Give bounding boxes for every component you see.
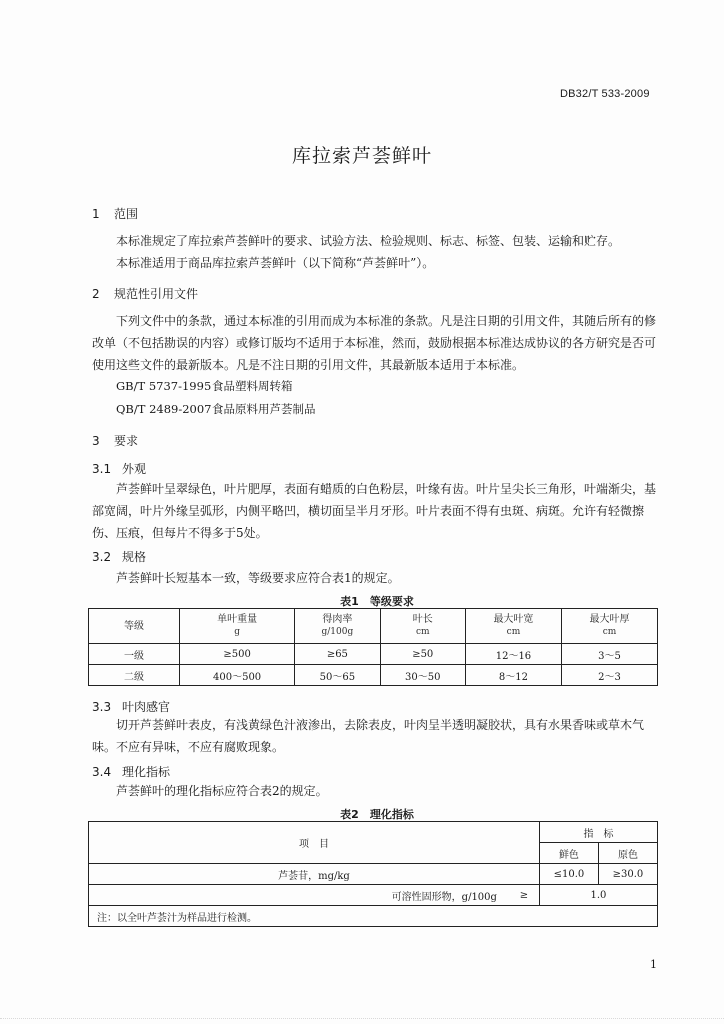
section-1-paragraph-1: 本标准规定了库拉索芦荟鲜叶的要求、试验方法、检验规则、标志、标签、包装、运输和贮存。 [116,234,621,248]
header-cell: 得肉率 g/100g [295,609,380,644]
page-number: 1 [650,958,657,971]
table-2 [88,821,658,927]
section-3-2-heading [92,548,146,565]
section-1-paragraph-2: 本标准适用于商品库拉索芦荟鲜叶（以下简称“芦荟鲜叶”）。 [116,256,435,270]
table-row [89,864,658,885]
reference-item [116,378,293,394]
header-cell: 原色 [598,843,657,864]
reference-code: GB/T 5737-1995 [116,379,212,393]
section-title: 理化指标 [122,765,171,779]
table-cell: ≥30.0 [598,864,657,885]
table-note-row [89,906,658,927]
document-code: DB32/T 533-2009 [560,88,650,100]
table-cell: 芦荟苷，mg/kg [89,864,540,885]
section-number: 1 [92,207,100,221]
reference-item [116,401,316,417]
section-number: 2 [92,287,100,301]
header-cell: 最大叶厚 cm [561,609,657,644]
table-cell: 8～12 [465,665,561,686]
section-3-3-heading [92,698,170,715]
section-number: 3.4 [92,765,112,779]
document-title: 库拉索芦荟鲜叶 [291,145,432,167]
reference-code: QB/T 2489-2007 [116,402,212,416]
table-cell: 400～500 [180,665,295,686]
table-cell: ≥ [509,885,540,906]
header-cell: 叶长 cm [380,609,465,644]
section-2-heading [92,285,198,302]
section-title: 范围 [114,207,139,221]
section-title: 叶肉感官 [122,700,171,714]
section-3-1-paragraph: 芦荟鲜叶呈翠绿色，叶片肥厚，表面有蜡质的白色粉层，叶缘有齿。叶片呈尖长三角形，叶端渐尖，基部宽阔，叶片外缘呈弧形，内侧平略凹，横切面呈半月牙形。叶片表面不得有虫斑、病斑。允许有轻微擦伤、压痕，但每片不得多于5处。 [92,482,657,540]
table-cell: ≤10.0 [539,864,598,885]
section-title: 规范性引用文件 [114,287,199,301]
table-cell: 30～50 [380,665,465,686]
table-row [89,885,658,906]
section-title: 规格 [122,550,147,564]
table-cell: 可溶性固形物，g/100g [89,885,509,906]
table-header-row [89,822,658,843]
table-note: 注：以全叶芦荟汁为样品进行检测。 [89,906,658,927]
section-3-4-heading [92,763,170,780]
section-3-2-paragraph: 芦荟鲜叶长短基本一致，等级要求应符合表1的规定。 [116,571,400,585]
table-cell: 一级 [89,644,180,665]
table-cell: 二级 [89,665,180,686]
section-3-4-paragraph: 芦荟鲜叶的理化指标应符合表2的规定。 [116,784,328,798]
table-cell: 12～16 [465,644,561,665]
table-cell: ≥500 [180,644,295,665]
table-1 [88,608,658,686]
table-row [89,665,658,686]
reference-name: 食品塑料周转箱 [212,379,293,393]
table-2-caption: 表2 理化指标 [340,808,414,821]
header-cell: 最大叶宽 cm [465,609,561,644]
header-cell: 鲜色 [539,843,598,864]
table-cell: ≥65 [295,644,380,665]
section-title: 外观 [122,462,147,476]
header-cell: 单叶重量 g [180,609,295,644]
scan-edge-divider [0,1018,724,1023]
reference-name: 食品原料用芦荟制品 [212,402,316,416]
table-cell: ≥50 [380,644,465,665]
table-header-row [89,609,658,644]
section-1-heading [92,205,138,222]
table-cell: 1.0 [539,885,657,906]
header-cell: 等级 [89,609,180,644]
header-cell-index: 指 标 [539,822,657,843]
table-row [89,644,658,665]
header-cell-item: 项 目 [89,822,540,864]
table-cell: 50～65 [295,665,380,686]
section-2-paragraph-1: 下列文件中的条款，通过本标准的引用而成为本标准的条款。凡是注日期的引用文件，其随后所有的修改单（不包括勘误的内容）或修订版均不适用于本标准，然而，鼓励根据本标准达成协议的各方研究是否可使用这些文件的最新版本。凡是不注日期的引用文件，其最新版本适用于本标准。 [92,314,657,372]
section-number: 3.3 [92,700,112,714]
section-number: 3 [92,434,100,448]
section-3-3-paragraph: 切开芦荟鲜叶表皮，有浅黄绿色汁液渗出，去除表皮，叶肉呈半透明凝胶状，具有水果香味或草木气味。不应有异味，不应有腐败现象。 [92,718,645,754]
table-cell: 3～5 [561,644,657,665]
section-number: 3.1 [92,462,112,476]
table-cell: 2～3 [561,665,657,686]
table-1-caption: 表1 等级要求 [340,595,414,608]
section-3-heading [92,432,138,449]
section-number: 3.2 [92,550,112,564]
section-3-1-heading [92,460,146,477]
section-title: 要求 [114,434,139,448]
